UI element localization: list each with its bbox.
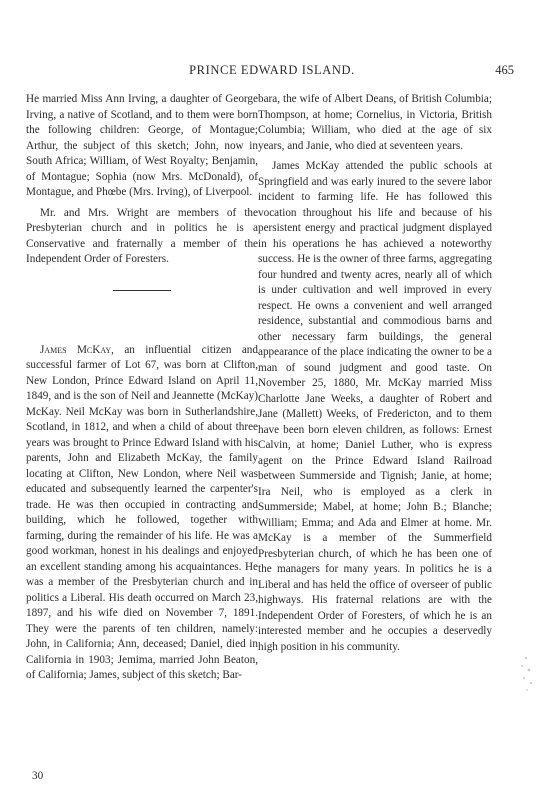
left-column bbox=[26, 92, 258, 684]
biography-text: , an influential citizen and successful farmer of Lot 67, was born at Clifton, New London, Prince Edward Island on April 11, 1849, and is the son of Neil and Jeannette (McKay) McKay. Neil McKay was born in Sutherlandshire, Scotland, in 1812, and when a child of about three years was brought to Prince Edward Island with his parents, John and Elizabeth McKay, the family locating at Clifton, New London, where Neil was educated and subsequently learned the carpenter's trade. He was then occupied in contracting and building, which he followed, together with farming, during the remainder of his life. He was a good workman, honest in his dealings and enjoyed an excellent standing among his acquaintances. He was a member of the Presbyterian church and in politics a Liberal. His death occurred on March 23, 1897, and his wife died on November 7, 1891. They were the parents of ten children, namely: John, in California; Ann, deceased; Daniel, died in California in 1903; Jemima, married John Beaton, of California; James, subject of this sketch; Bar- bbox=[26, 343, 258, 681]
running-title: PRINCE EDWARD ISLAND. bbox=[189, 63, 355, 77]
paragraph-wright-membership: Mr. and Mrs. Wright are members of the Presbyterian church and in politics he is a Conservative and fraternally a member of the Independent Order of Foresters. bbox=[26, 206, 258, 265]
paragraph-mckay-siblings: bara, the wife of Albert Deans, of British Columbia; Thompson, at home; Cornelius, in Victoria, British Columbia; William, who died at the age of six years, and Janie, who died at seventeen years. bbox=[258, 93, 492, 152]
paragraph-wright-children: He married Miss Ann Irving, a daughter of George Irving, a native of Scotland, and to them were born the following children: George, of Montague; Arthur, the subject of this sketch; John, now in South Africa; William, of West Royalty; Benjamin, of Montague; Sophia (now Mrs. McDonald), of Montague, and Phœbe (Mrs. Irving), of Liverpool. bbox=[26, 93, 258, 198]
paragraph-mckay-career: James McKay attended the public schools at Springfield and was early inured to the severe labor incident to farming life. He has followed this vocation throughout his life and because of his persistent energy and practical judgment displayed in his operations he has achieved a noteworthy success. He is the owner of three farms, aggregating four hundred and twenty acres, nearly all of which is under cultivation and well improved in every respect. He owns a convenient and well arranged residence, substantial and commodious barns and other necessary farm buildings, the general appearance of the place indicating the owner to be a man of sound judgment and good taste. On November 25, 1880, Mr. McKay married Miss Charlotte Jane Weeks, a daughter of Robert and Jane (Mallett) Weeks, of Fredericton, and to them have been born eleven children, as follows: Ernest Calvin, at home; Daniel Luther, who is express agent on the Prince Edward Island Railroad between Summerside and Tignish; Janie, at home; Ira Neil, who is employed as a clerk in Summerside; Mabel, at home; John B.; Blanche; William; Emma; and Ada and Elmer at home. Mr. McKay is a member of the Summerfield Presbyterian church, of which he has been one of the managers for many years. In politics he is a Liberal and has held the office of overseer of public highways. His fraternal relations are with the Independent Order of Foresters, of which he is an interested member and he occupies a deservedly high position in his community. bbox=[258, 160, 492, 653]
right-column bbox=[258, 92, 492, 655]
paper-stain-mark bbox=[514, 650, 538, 700]
page-number: 465 bbox=[495, 63, 514, 77]
paragraph-mckay-biography bbox=[26, 343, 258, 684]
biography-name: James McKay bbox=[40, 343, 112, 356]
section-divider bbox=[113, 290, 171, 291]
printer-signature-mark: 30 bbox=[32, 770, 44, 782]
